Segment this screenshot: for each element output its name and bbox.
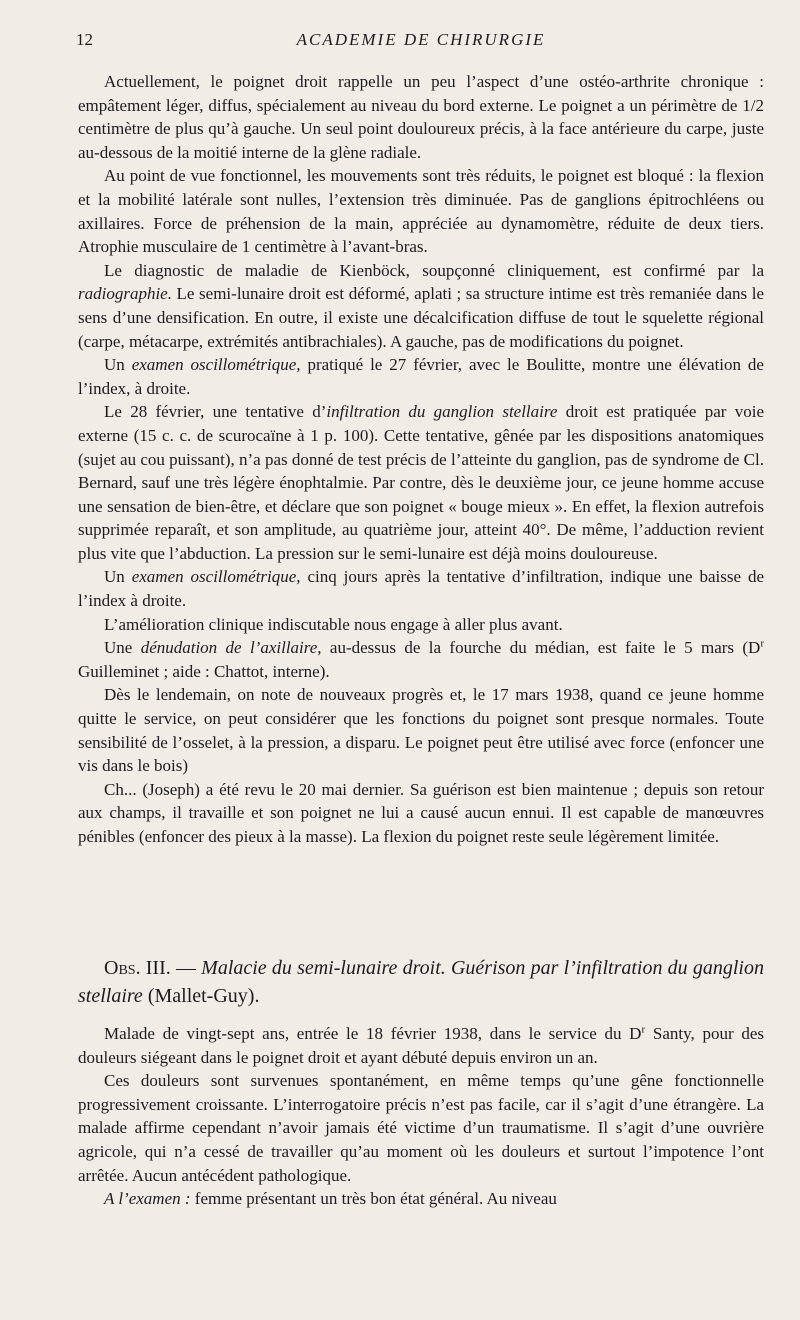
paragraph: Actuellement, le poignet droit rappelle un peu l’aspect d’une ostéo-arthrite chronique : empâtement léger, diffus, spécialement au niveau du bord externe. Le poignet a un périmètre de 1/2 centimètre de plus qu’à gauche. Un seul point douloureux précis, à la face antérieure du carpe, juste au-dessous de la moitié interne de la glène radiale. xyxy=(78,72,764,162)
paragraph: Un examen oscillométrique, pratiqué le 27 février, avec le Boulitte, montre une élévation de l’index, à droite. xyxy=(78,355,764,398)
paragraph: A l’examen : femme présentant un très bon état général. Au niveau xyxy=(104,1189,557,1209)
paragraph: L’amélioration clinique indiscutable nous engage à aller plus avant. xyxy=(104,614,563,634)
paragraph: Au point de vue fonctionnel, les mouvements sont très réduits, le poignet est bloqué : la flexion et la mobilité latérale sont nulles, l’extension très diminuée. Pas de ganglions épitrochléens ou axillaires. Force de préhension de la main, appréciée au dynamomètre, réduite de deux tiers. Atrophie musculaire de 1 centimètre à l’avant-bras. xyxy=(78,166,764,257)
running-title: ACADEMIE DE CHIRURGIE xyxy=(296,30,546,49)
case-continuation-text xyxy=(78,70,764,849)
observation-text xyxy=(78,1022,764,1211)
paragraph: Une dénudation de l’axillaire, au-dessus de la fourche du médian, est faite le 5 mars ($D^r$ Guilleminet ; aide : Chattot, interne). xyxy=(78,637,765,681)
page-header xyxy=(76,30,766,54)
paragraph: Le diagnostic de maladie de Kienböck, soupçonné cliniquement, est confirmé par la radiographie. Le semi-lunaire droit est déformé, aplati ; sa structure intime est très remaniée dans le sens d’une densification. En outre, il existe une décalcification diffuse de tout le squelette régional (carpe, métacarpe, extrémités antibrachiales). A gauche, pas de modifications du poignet. xyxy=(78,260,764,351)
paragraph: Le 28 février, une tentative d’infiltration du ganglion stellaire droit est pratiquée par voie externe (15 c. c. de scurocaïne à 1 p. 100). Cette tentative, gênée par les dispositions anatomiques (sujet au cou puissant), n’a pas donné de test précis de l’atteinte du ganglion, pas de syndrome de Cl. Bernard, sauf une très légère énophtalmie. Par contre, dès le deuxième jour, ce jeune homme accuse une sensation de bien-être, et déclare que son poignet « bouge mieux ». En effet, la flexion autrefois supprimée reparaît, et son amplitude, au quatrième jour, atteint 40°. De même, l’adduction revient plus vite que l’abduction. La pression sur le semi-lunaire est déjà moins douloureuse. xyxy=(78,402,764,563)
observation-heading: Obs. III. — Malacie du semi-lunaire droit. Guérison par l’infiltration du ganglion stellaire (Mallet-Guy). xyxy=(78,957,764,1007)
observation-label: Obs. III. xyxy=(104,957,171,979)
observation-subtitle: Malacie du semi-lunaire droit. Guérison par l’infiltration du ganglion stellaire xyxy=(78,957,764,1007)
observation-author: (Mallet-Guy). xyxy=(142,985,260,1007)
paragraph: Ch... (Joseph) a été revu le 20 mai dernier. Sa guérison est bien maintenue ; depuis son retour aux champs, il travaille et son poignet ne lui a causé aucun ennui. Il est capable de manœuvres pénibles (enfoncer des pieux à la masse). La flexion du poignet reste seule légèrement limitée. xyxy=(78,779,764,846)
paragraph: Un examen oscillométrique, cinq jours après la tentative d’infiltration, indique une baisse de l’index à droite. xyxy=(78,567,764,611)
paragraph: Ces douleurs sont survenues spontanément, en même temps qu’une gêne fonctionnelle progressivement croissante. L’interrogatoire précis n’est pas facile, car il s’agit d’une étrangère. La malade affirme cependant n’avoir jamais été victime d’un traumatisme. Il s’agit d’une ouvrière agricole, qui n’a cessé de travailler qu’au moment où les douleurs et surtout l’impotence l’ont arrêtée. Aucun antécédent pathologique. xyxy=(78,1071,764,1185)
paragraph: Malade de vingt-sept ans, entrée le 18 février 1938, dans le service du $D^r$ Santy, pour des douleurs siégeant dans le poignet droit et ayant débuté depuis environ un an. xyxy=(78,1023,764,1067)
page-number: 12 xyxy=(76,30,93,49)
paragraph: Dès le lendemain, on note de nouveaux progrès et, le 17 mars 1938, quand ce jeune homme quitte le service, on peut considérer que les fonctions du poignet sont presque normales. Toute sensibilité de l’osselet, à la pression, a disparu. Le poignet peut être utilisé avec force (enfoncer une vis dans le bois) xyxy=(78,685,764,776)
